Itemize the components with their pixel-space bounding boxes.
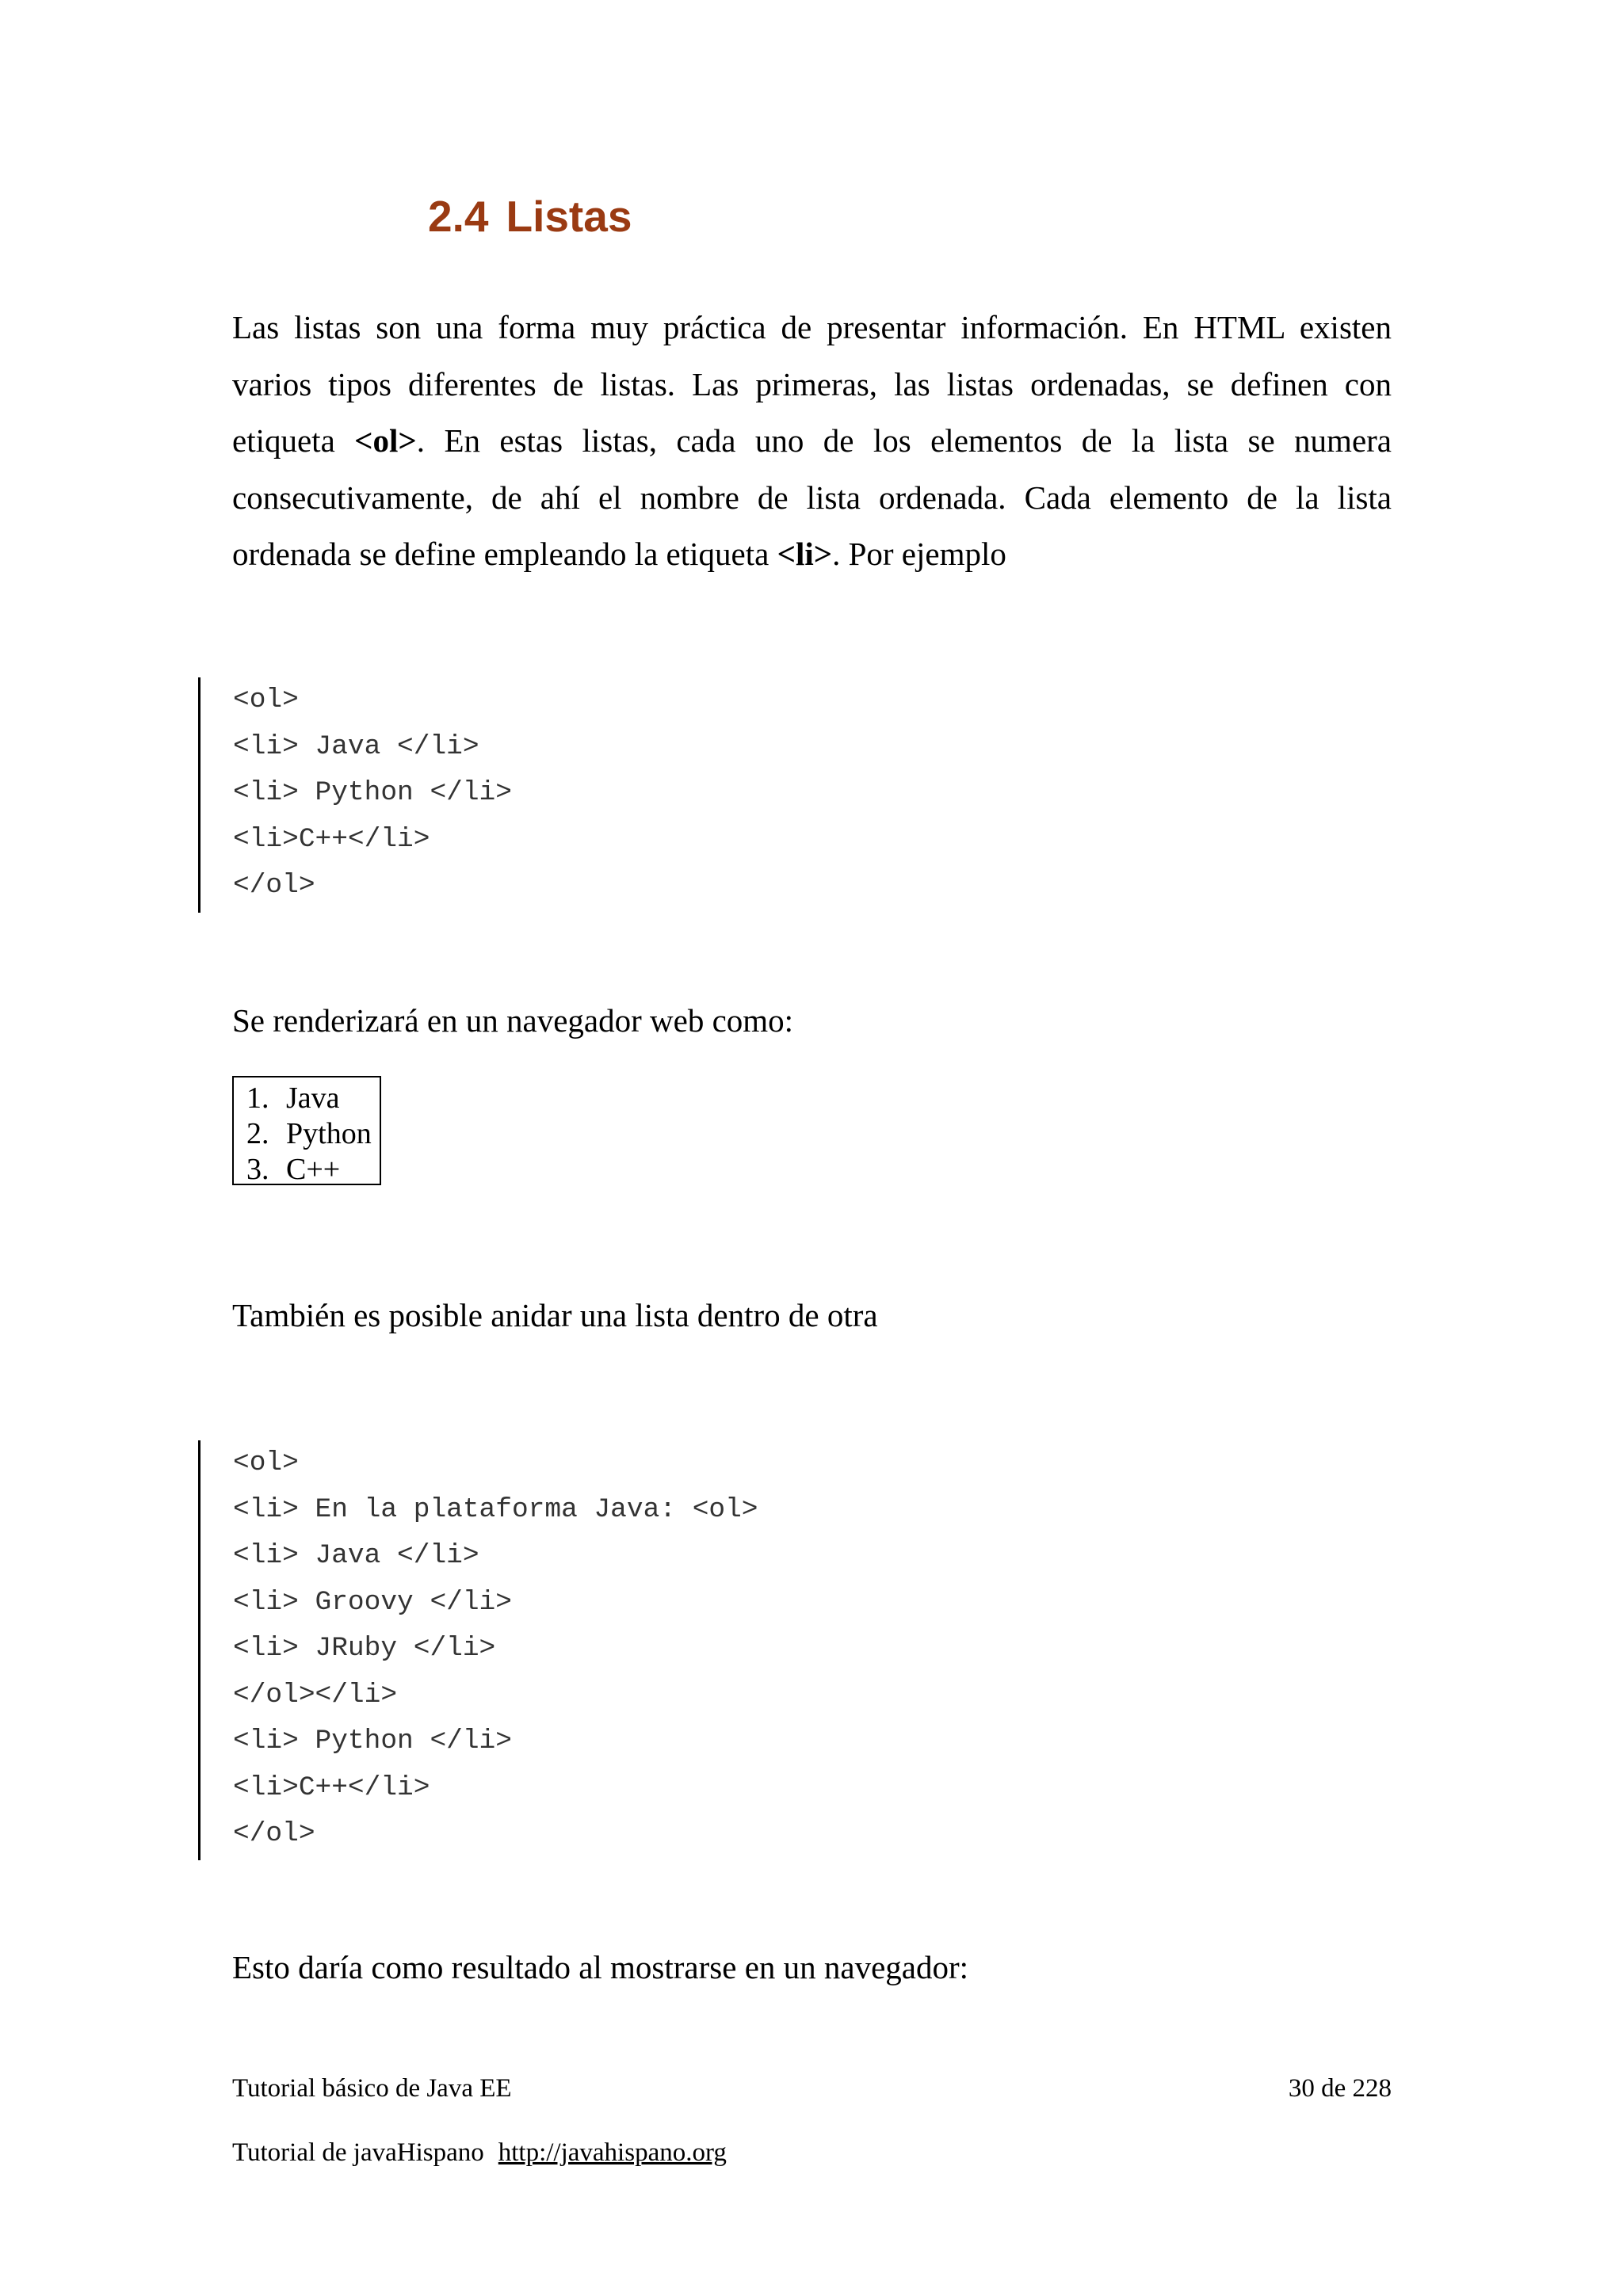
page-total: 228: [1352, 2074, 1392, 2103]
footer-doc-title: Tutorial básico de Java EE: [232, 2074, 512, 2103]
source-prefix: Tutorial de javaHispano: [232, 2138, 484, 2167]
rendered-list-item: [246, 1081, 380, 1116]
li-tag-mention: <li>: [777, 536, 833, 572]
page-separator: de: [1321, 2074, 1346, 2103]
code-line: </ol>: [233, 870, 315, 901]
nesting-intro-text: También es posible anidar una lista dentro de otra: [232, 1297, 878, 1333]
list-label: C++: [286, 1153, 341, 1186]
result-intro-text: Esto daría como resultado al mostrarse en un navegador:: [232, 1949, 969, 1985]
source-link[interactable]: http://javahispano.org: [498, 2138, 727, 2167]
ol-tag-mention: <ol>: [354, 422, 417, 459]
code-line: <li> Python </li>: [233, 777, 512, 808]
section-heading: [428, 189, 632, 244]
code-example-ordered-list: [198, 677, 512, 913]
footer-source: [232, 2137, 727, 2168]
list-index: 1.: [246, 1081, 269, 1115]
code-line: <ol>: [233, 1447, 299, 1478]
code-line: <li>C++</li>: [233, 1772, 430, 1803]
page-current: 30: [1288, 2074, 1315, 2103]
code-line: <li> Groovy </li>: [233, 1586, 512, 1618]
rendered-list-preview: [232, 1076, 381, 1185]
paragraph-text: Las listas son una forma muy práctica de presentar información. En HTML existen varios tipos diferentes de listas. Las primeras, las listas ordenadas, se definen con etiqueta: [232, 309, 1392, 459]
footer-page-number: [1289, 2073, 1392, 2104]
rendered-list-item: [246, 1152, 380, 1188]
code-line: </ol></li>: [233, 1679, 398, 1711]
paragraph-text: . En estas listas, cada uno de los elementos de la lista se numera consecutivamente, de ahí el nombre de lista ordenada. Cada elemento de la lista ordenada se define empleando la etiqueta: [232, 422, 1392, 572]
code-line: <li> JRuby </li>: [233, 1633, 496, 1664]
code-line: <li> Python </li>: [233, 1726, 512, 1756]
code-line: <li> Java </li>: [233, 730, 479, 762]
paragraph-text: . Por ejemplo: [832, 536, 1006, 572]
list-label: Java: [286, 1081, 340, 1115]
code-line: <li> En la plataforma Java: <ol>: [233, 1493, 758, 1525]
code-line: </ol>: [233, 1818, 315, 1849]
intro-paragraph: [232, 299, 1392, 583]
section-title: Listas: [506, 192, 632, 241]
section-number: 2.4: [428, 192, 489, 241]
code-line: <li> Java </li>: [233, 1540, 479, 1571]
code-line: <li>C++</li>: [233, 823, 430, 855]
code-example-nested-list: [198, 1440, 758, 1860]
render-intro-text: Se renderizará en un navegador web como:: [232, 1002, 794, 1039]
code-line: <ol>: [233, 685, 299, 715]
rendered-list-item: [246, 1116, 380, 1152]
list-label: Python: [286, 1117, 372, 1150]
list-index: 3.: [246, 1153, 269, 1186]
list-index: 2.: [246, 1117, 269, 1150]
